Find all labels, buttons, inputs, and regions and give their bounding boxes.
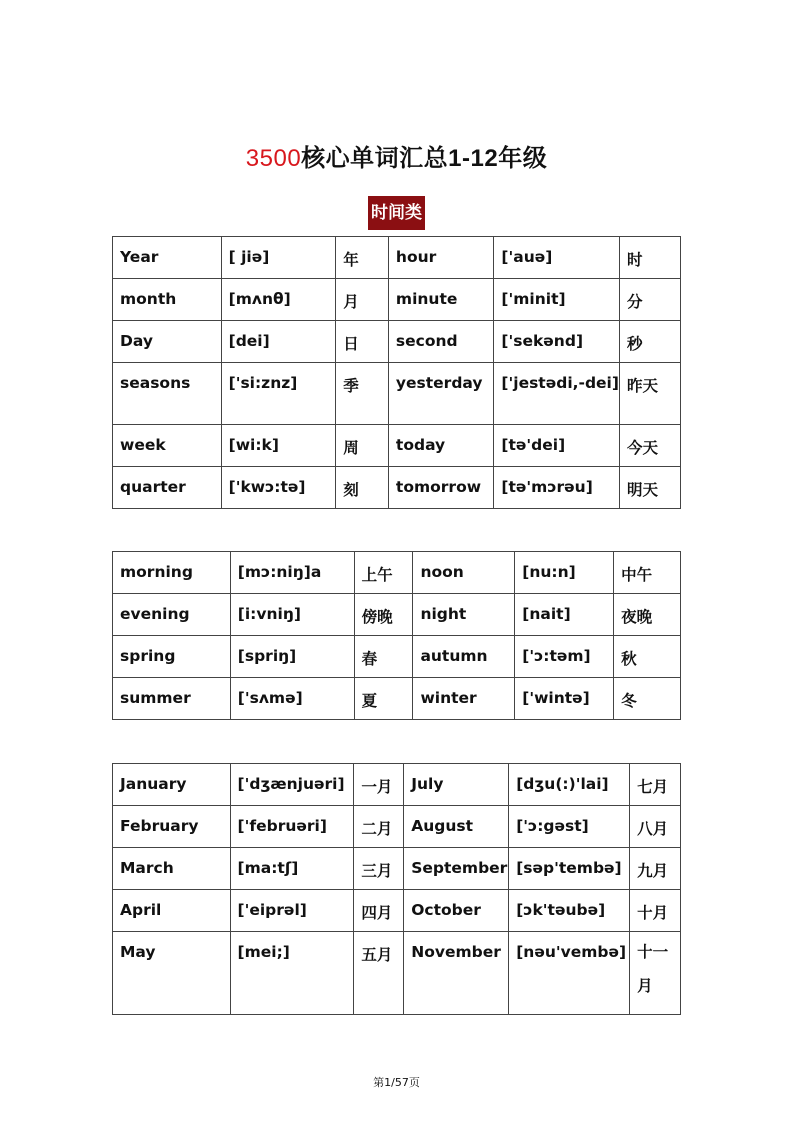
word-cell: April [113,890,231,932]
section-header [0,196,793,230]
phonetic-cell: [wi:k] [221,425,336,467]
meaning-cell: 中午 [614,552,681,594]
title-number: 3500 [245,145,302,172]
phonetic-cell: ['ɔ:gəst] [509,806,630,848]
table-row [113,279,681,321]
meaning-cell: 夜晚 [614,594,681,636]
meaning-cell: 上午 [354,552,413,594]
word-cell: October [404,890,509,932]
table-row [113,237,681,279]
meaning-cell: 季 [336,363,389,425]
word-cell: minute [388,279,494,321]
word-cell: January [113,764,231,806]
word-cell: winter [413,678,515,720]
phonetic-cell: [dei] [221,321,336,363]
table-row [113,678,681,720]
vocab-table-time-units [112,236,681,509]
table-row [113,806,681,848]
word-cell: today [388,425,494,467]
word-cell: evening [113,594,231,636]
word-cell: November [404,932,509,1015]
phonetic-cell: [nəu'vembə] [509,932,630,1015]
phonetic-cell: [nait] [515,594,614,636]
word-cell: seasons [113,363,222,425]
word-cell: September [404,848,509,890]
meaning-cell: 傍晚 [354,594,413,636]
phonetic-cell: ['dʒænjuəri] [230,764,354,806]
phonetic-cell: ['eiprəl] [230,890,354,932]
phonetic-cell: ['ɔ:təm] [515,636,614,678]
phonetic-cell: ['jestədi,-dei] [494,363,620,425]
page-title [0,138,793,173]
word-cell: noon [413,552,515,594]
meaning-cell: 秒 [619,321,680,363]
phonetic-cell: ['sekənd] [494,321,620,363]
phonetic-cell: ['wintə] [515,678,614,720]
word-cell: Day [113,321,222,363]
meaning-cell: 日 [336,321,389,363]
table-row [113,932,681,1015]
word-cell: yesterday [388,363,494,425]
phonetic-cell: ['minit] [494,279,620,321]
word-cell: Year [113,237,222,279]
phonetic-cell: [ jiə] [221,237,336,279]
title-text: 核心单词汇总1-12年级 [301,145,548,172]
meaning-cell: 秋 [614,636,681,678]
meaning-cell: 时 [619,237,680,279]
phonetic-cell: ['si:znz] [221,363,336,425]
table-row [113,636,681,678]
meaning-cell: 月 [336,279,389,321]
phonetic-cell: [dʒu(:)'lai] [509,764,630,806]
meaning-cell: 冬 [614,678,681,720]
word-cell: hour [388,237,494,279]
word-cell: quarter [113,467,222,509]
vocab-table-months [112,763,681,1015]
meaning-cell: 刻 [336,467,389,509]
phonetic-cell: [tə'mɔrəu] [494,467,620,509]
phonetic-cell: [səp'tembə] [509,848,630,890]
meaning-cell: 昨天 [619,363,680,425]
phonetic-cell: ['sʌmə] [230,678,354,720]
meaning-cell: 九月 [630,848,681,890]
word-cell: March [113,848,231,890]
word-cell: spring [113,636,231,678]
word-cell: February [113,806,231,848]
meaning-cell: 春 [354,636,413,678]
word-cell: second [388,321,494,363]
section-label: 时间类 [368,196,425,230]
table-row [113,467,681,509]
word-cell: tomorrow [388,467,494,509]
word-cell: August [404,806,509,848]
meaning-cell: 夏 [354,678,413,720]
meaning-cell: 三月 [354,848,404,890]
phonetic-cell: [nu:n] [515,552,614,594]
table-row [113,425,681,467]
word-cell: May [113,932,231,1015]
phonetic-cell: [tə'dei] [494,425,620,467]
meaning-cell: 明天 [619,467,680,509]
vocab-table-times-of-day-seasons [112,551,681,720]
phonetic-cell: [ɔk'təubə] [509,890,630,932]
table-row [113,764,681,806]
phonetic-cell: [mʌnθ] [221,279,336,321]
phonetic-cell: ['kwɔ:tə] [221,467,336,509]
table-row [113,321,681,363]
word-cell: summer [113,678,231,720]
meaning-cell: 周 [336,425,389,467]
word-cell: month [113,279,222,321]
meaning-cell: 十月 [630,890,681,932]
word-cell: morning [113,552,231,594]
word-cell: night [413,594,515,636]
meaning-cell: 十一月 [630,932,681,1015]
word-cell: July [404,764,509,806]
phonetic-cell: [ma:tʃ] [230,848,354,890]
meaning-cell: 五月 [354,932,404,1015]
word-cell: autumn [413,636,515,678]
meaning-cell: 年 [336,237,389,279]
phonetic-cell: [spriŋ] [230,636,354,678]
table-row [113,363,681,425]
phonetic-cell: ['februəri] [230,806,354,848]
meaning-cell: 二月 [354,806,404,848]
word-cell: week [113,425,222,467]
phonetic-cell: [mɔ:niŋ]a [230,552,354,594]
table-row [113,594,681,636]
meaning-cell: 四月 [354,890,404,932]
meaning-cell: 八月 [630,806,681,848]
table-row [113,552,681,594]
table-row [113,848,681,890]
meaning-cell: 今天 [619,425,680,467]
table-row [113,890,681,932]
phonetic-cell: [mei;] [230,932,354,1015]
meaning-cell: 七月 [630,764,681,806]
phonetic-cell: [i:vniŋ] [230,594,354,636]
phonetic-cell: ['auə] [494,237,620,279]
page-footer: 第1/57页 [373,1076,420,1089]
meaning-cell: 分 [619,279,680,321]
meaning-cell: 一月 [354,764,404,806]
